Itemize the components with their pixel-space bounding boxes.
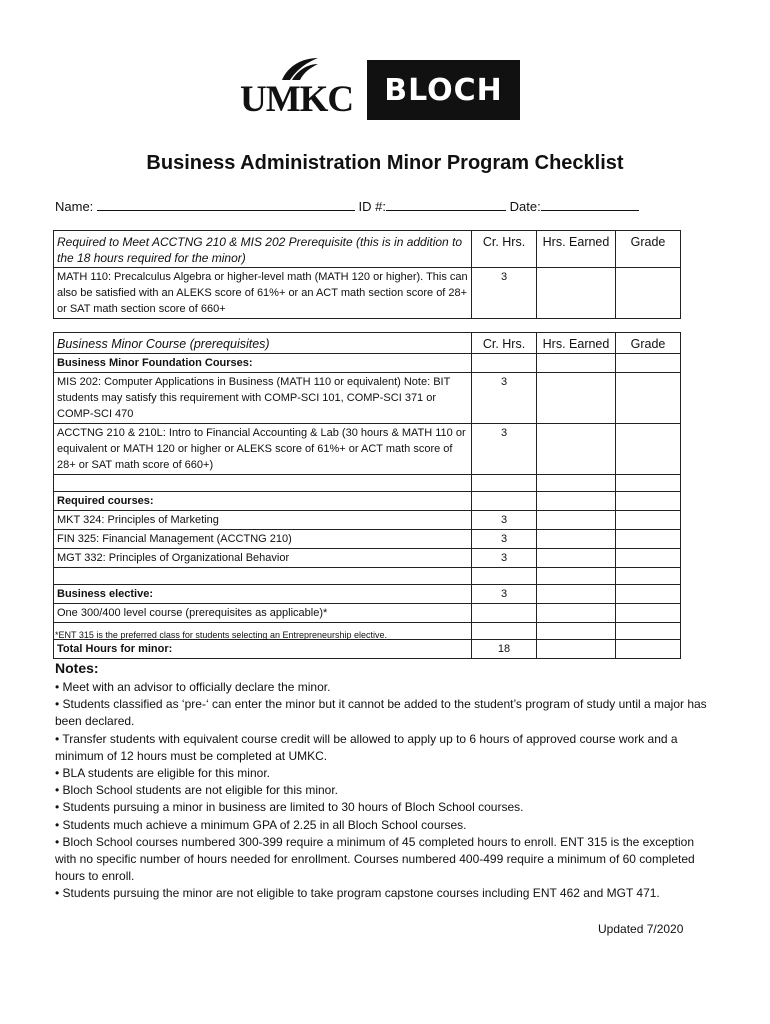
earned-cell[interactable]	[537, 424, 616, 475]
table-row	[54, 373, 681, 424]
name-label: Name:	[55, 199, 94, 214]
footnote: *ENT 315 is the preferred class for students selecting an Entrepreneurship elective.	[55, 630, 388, 640]
earned-cell[interactable]	[537, 640, 616, 659]
list-item: • Students much achieve a minimum GPA of 2.25 in all Bloch School courses.	[55, 817, 467, 832]
date-field[interactable]	[541, 196, 639, 211]
total-label: Total Hours for minor:	[54, 640, 472, 659]
earned-cell[interactable]	[537, 268, 616, 319]
notes-list	[55, 679, 715, 903]
total-row	[54, 640, 681, 659]
elective-label: Business elective:	[54, 585, 472, 604]
col-hrs-earned: Hrs. Earned	[537, 231, 616, 268]
id-label: ID #:	[358, 199, 387, 214]
list-item: • Transfer students with equivalent course credit will be allowed to apply up to 6 hours of approved course work and a minimum of 12 hours must be completed at UMKC.	[55, 731, 678, 763]
grade-cell[interactable]	[616, 268, 681, 319]
course-cell: MATH 110: Precalculus Algebra or higher-level math (MATH 120 or higher). This can also be satisfied with an ALEKS score of 61%+ or an ACT math section score of 28+ or SAT math section score of 660+	[54, 268, 472, 319]
hrs-cell: 3	[472, 549, 537, 568]
list-item: • Students pursuing the minor are not eligible to take program capstone courses including ENT 462 and MGT 471.	[55, 886, 660, 901]
grade-cell[interactable]	[616, 640, 681, 659]
table-header-row	[54, 231, 681, 268]
total-hrs: 18	[472, 640, 537, 659]
col-cr-hrs: Cr. Hrs.	[472, 231, 537, 268]
hrs-cell: 3	[472, 585, 537, 604]
id-field[interactable]	[386, 196, 506, 211]
col-hrs-earned: Hrs. Earned	[537, 333, 616, 354]
course-cell: FIN 325: Financial Management (ACCTNG 210)	[54, 530, 472, 549]
col-grade: Grade	[616, 333, 681, 354]
col-grade: Grade	[616, 231, 681, 268]
list-item: • Bloch School students are not eligible for this minor.	[55, 783, 339, 798]
earned-cell[interactable]	[537, 585, 616, 604]
course-cell: MIS 202: Computer Applications in Business (MATH 110 or equivalent) Note: BIT students may satisfy this requirement with COMP-SCI 101, COMP-SCI 371 or COMP-SCI 470	[54, 373, 472, 424]
page-title: Business Administration Minor Program Checklist	[146, 152, 624, 174]
notes-heading: Notes:	[55, 660, 99, 676]
table-row	[54, 424, 681, 475]
list-item: • BLA students are eligible for this minor.	[55, 766, 270, 781]
earned-cell[interactable]	[537, 373, 616, 424]
table-header-row	[54, 333, 681, 354]
earned-cell[interactable]	[537, 511, 616, 530]
table-row	[54, 511, 681, 530]
table-row	[54, 530, 681, 549]
grade-cell[interactable]	[616, 511, 681, 530]
hrs-cell: 3	[472, 373, 537, 424]
earned-cell[interactable]	[537, 549, 616, 568]
course-cell: MGT 332: Principles of Organizational Behavior	[54, 549, 472, 568]
list-item: • Bloch School courses numbered 300-399 require a minimum of 45 completed hours to enroll. ENT 315 is the exception with no specific number of hours needed for enrollment. Courses numbered 400-499 require a minimum of 60 completed hours to enroll.	[55, 834, 695, 884]
course-cell: MKT 324: Principles of Marketing	[54, 511, 472, 530]
table-row	[54, 492, 681, 511]
grade-cell[interactable]	[616, 373, 681, 424]
table-row	[54, 268, 681, 319]
grade-cell[interactable]	[616, 530, 681, 549]
name-field[interactable]	[97, 196, 355, 211]
hrs-cell: 3	[472, 424, 537, 475]
list-item: • Students classified as ‘pre-‘ can enter the minor but it cannot be added to the student’s program of study until a major has been declared.	[55, 697, 707, 729]
course-cell: ACCTNG 210 & 210L: Intro to Financial Accounting & Lab (30 hours & MATH 110 or equivalent or MATH 120 or higher or ALEKS score of 61%+ or ACT math score of 28+ or SAT math score of 660+)	[54, 424, 472, 475]
table-row	[54, 604, 681, 623]
list-item: • Students pursuing a minor in business are limited to 30 hours of Bloch School courses.	[55, 800, 524, 815]
table-row	[54, 354, 681, 373]
prerequisite-table	[53, 230, 681, 319]
prereq-header: Required to Meet ACCTNG 210 & MIS 202 Prerequisite (this is in addition to the 18 hours required for the minor)	[54, 231, 472, 268]
hrs-cell: 3	[472, 268, 537, 319]
minor-course-table	[53, 332, 681, 659]
table-row	[54, 475, 681, 492]
earned-cell[interactable]	[537, 530, 616, 549]
table-row	[54, 585, 681, 604]
student-info-line	[55, 196, 639, 214]
grade-cell[interactable]	[616, 585, 681, 604]
hrs-cell: 3	[472, 530, 537, 549]
hrs-cell: 3	[472, 511, 537, 530]
date-label: Date:	[509, 199, 541, 214]
list-item: • Meet with an advisor to officially declare the minor.	[55, 680, 331, 694]
updated-date: Updated 7/2020	[598, 922, 684, 936]
bloch-logo: BLOCH	[367, 60, 520, 120]
table-row	[54, 568, 681, 585]
required-label: Required courses:	[54, 492, 472, 511]
course-cell: One 300/400 level course (prerequisites as applicable)*	[54, 604, 472, 623]
col-cr-hrs: Cr. Hrs.	[472, 333, 537, 354]
umkc-logo: UMKC	[240, 79, 354, 120]
minor-header: Business Minor Course (prerequisites)	[54, 333, 472, 354]
grade-cell[interactable]	[616, 424, 681, 475]
grade-cell[interactable]	[616, 549, 681, 568]
foundation-label: Business Minor Foundation Courses:	[54, 354, 472, 373]
table-row	[54, 549, 681, 568]
